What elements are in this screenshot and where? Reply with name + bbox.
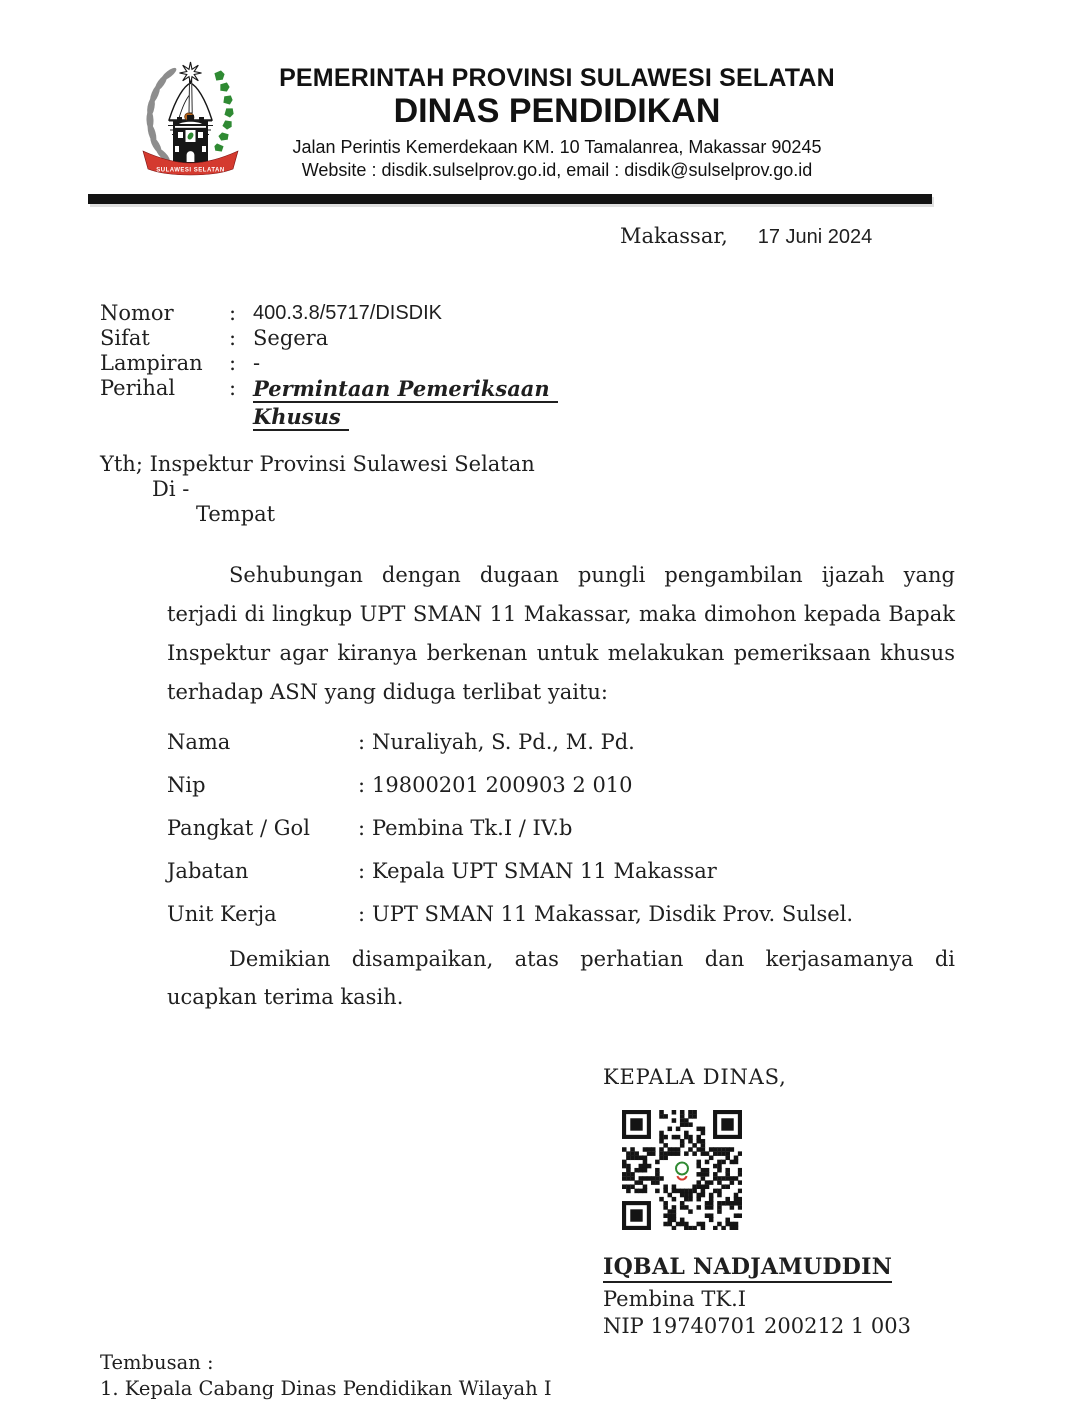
detail-value: UPT SMAN 11 Makassar, Disdik Prov. Sulsel. (372, 902, 854, 926)
closing-paragraph: Demikian disampaikan, atas perhatian dan kerjasamanya di ucapkan terima kasih. (167, 947, 955, 1009)
carbon-copy-title: Tembusan : (100, 1351, 214, 1374)
meta-colon: : (229, 326, 237, 350)
recipient-line-1: Yth; Inspektur Provinsi Sulawesi Selatan (100, 452, 535, 476)
meta-value-subject (253, 376, 558, 432)
signatory-name: IQBAL NADJAMUDDIN (603, 1254, 892, 1283)
detail-colon: : (358, 816, 366, 840)
carbon-copy-item: 1. Kepala Cabang Dinas Pendidikan Wilayah I (100, 1377, 552, 1400)
signature-block (603, 1064, 911, 1340)
detail-colon: : (358, 902, 366, 926)
carbon-copy-block (100, 1350, 552, 1402)
agency-address: Jalan Perintis Kemerdekaan KM. 10 Tamalanrea, Makassar 90245 (292, 137, 822, 157)
meta-value: 400.3.8/5717/DISDIK (253, 302, 443, 324)
letterhead-divider (88, 194, 932, 204)
agency-contact: Website : disdik.sulselprov.go.id, email : disdik@sulselprov.go.id (301, 160, 813, 180)
agency-name: DINAS PENDIDIKAN (393, 92, 721, 130)
detail-label: Unit Kerja (167, 902, 277, 926)
meta-label: Lampiran (100, 351, 203, 375)
logo-banner-text: SULAWESI SELATAN (156, 167, 225, 174)
dateline-date: 17 Juni 2024 (757, 226, 873, 248)
letterhead-text (167, 64, 947, 182)
meta-row-lampiran (100, 351, 558, 376)
subject-details (167, 731, 853, 946)
subject-line-2: Khusus (253, 404, 349, 431)
recipient-line-3: Tempat (196, 502, 276, 526)
meta-colon: : (229, 351, 237, 375)
meta-colon: : (229, 376, 237, 400)
detail-value: Pembina Tk.I / IV.b (372, 816, 573, 840)
signatory-title: KEPALA DINAS, (603, 1065, 787, 1089)
meta-label: Nomor (100, 301, 174, 325)
signatory-nip: NIP 19740701 200212 1 003 (603, 1314, 911, 1338)
meta-label: Sifat (100, 326, 150, 350)
detail-colon: : (358, 730, 366, 754)
detail-row-pangkat (167, 817, 853, 839)
detail-row-jabatan (167, 860, 853, 882)
detail-colon: : (358, 773, 366, 797)
meta-row-perihal (100, 376, 558, 432)
detail-label: Jabatan (167, 859, 249, 883)
letter-meta (100, 301, 558, 432)
subject-line-1: Permintaan Pemeriksaan (253, 376, 558, 403)
dateline-city: Makassar, (620, 224, 728, 248)
detail-row-nama (167, 731, 853, 753)
meta-row-sifat (100, 326, 558, 351)
meta-label: Perihal (100, 376, 176, 400)
recipient-block (100, 452, 535, 527)
meta-value: - (253, 351, 261, 375)
detail-value: 19800201 200903 2 010 (372, 773, 633, 797)
meta-colon: : (229, 301, 237, 325)
detail-label: Pangkat / Gol (167, 816, 310, 840)
detail-row-nip (167, 774, 853, 796)
opening-paragraph: Sehubungan dengan dugaan pungli pengambilan ijazah yang terjadi di lingkup UPT SMAN 11 Makassar, maka dimohon kepada Bapak Inspektur agar kiranya berkenan untuk melakukan pemeriksaan khusus terhadap ASN yang diduga terlibat yaitu: (167, 563, 955, 704)
qr-code (622, 1110, 742, 1230)
detail-row-unit-kerja (167, 903, 853, 925)
detail-value: Kepala UPT SMAN 11 Makassar (372, 859, 717, 883)
government-name: PEMERINTAH PROVINSI SULAWESI SELATAN (279, 64, 835, 92)
detail-value: Nuraliyah, S. Pd., M. Pd. (372, 730, 635, 754)
detail-colon: : (358, 859, 366, 883)
recipient-line-2: Di - (152, 477, 190, 501)
signatory-rank: Pembina TK.I (603, 1287, 747, 1311)
meta-value: Segera (253, 326, 329, 350)
detail-label: Nip (167, 773, 206, 797)
detail-label: Nama (167, 730, 231, 754)
meta-row-nomor (100, 301, 558, 326)
dateline (620, 224, 872, 249)
